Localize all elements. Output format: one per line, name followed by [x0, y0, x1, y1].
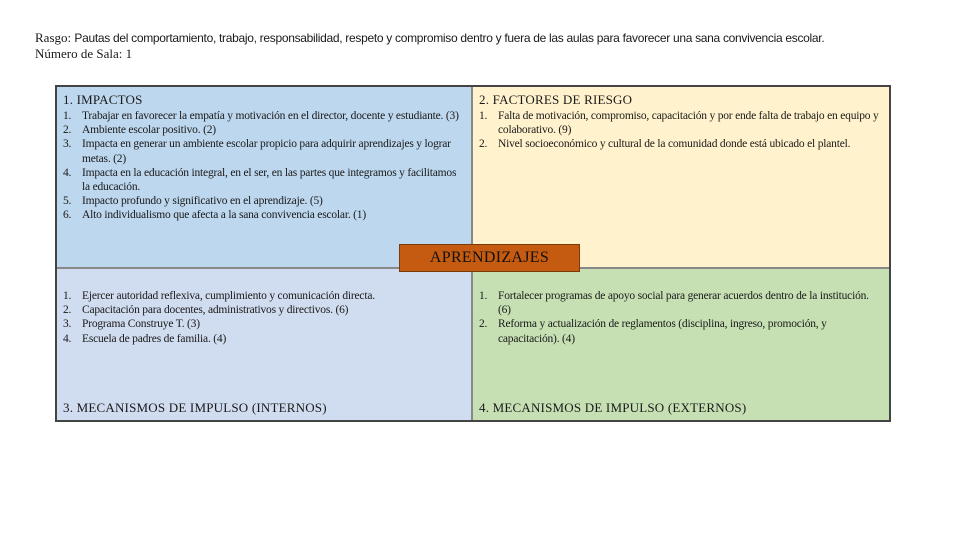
list-item	[63, 109, 463, 123]
list-item-number: 3.	[63, 318, 72, 331]
list-item	[479, 289, 881, 317]
quadrant-title: 1. IMPACTOS	[63, 92, 143, 107]
quadrant-title: 3. MECANISMOS DE IMPULSO (INTERNOS)	[63, 400, 327, 415]
list-item-text: Alto individualismo que afecta a la sana convivencia escolar. (1)	[82, 209, 366, 222]
list-item-number: 1.	[63, 290, 72, 302]
list-item	[63, 317, 463, 331]
list-item-number: 1.	[63, 110, 72, 122]
list-item-text: Programa Construye T. (3)	[82, 318, 200, 331]
list-item	[479, 137, 881, 151]
list-item	[63, 289, 463, 303]
list-item	[63, 137, 463, 165]
center-badge-aprendizajes: APRENDIZAJES	[399, 244, 580, 272]
list-item-text: Capacitación para docentes, administrativos y directivos. (6)	[82, 304, 349, 317]
list-item-text: Trabajar en favorecer la empatía y motivación en el director, docente y estudiante. (3)	[82, 110, 459, 122]
quadrant-title: 2. FACTORES DE RIESGO	[479, 92, 633, 107]
list-item-text: Impacta en generar un ambiente escolar propicio para adquirir aprendizajes y lograr metas. (2)	[82, 138, 451, 165]
list-item-text: Impacto profundo y significativo en el aprendizaje. (5)	[82, 195, 323, 208]
quadrant-internos	[57, 267, 473, 420]
list-item-text: Falta de motivación, compromiso, capacitación y por ende falta de trabajo en equipo y colaborativo. (9)	[498, 110, 879, 137]
quadrant-list	[63, 109, 463, 223]
list-item	[479, 109, 881, 137]
quadrant-list	[479, 109, 881, 152]
list-item-text: Ambiente escolar positivo. (2)	[82, 124, 216, 137]
list-item-number: 1.	[479, 290, 488, 302]
list-item-number: 3.	[63, 138, 72, 151]
quadrant-list	[63, 289, 463, 346]
list-item-number: 2.	[63, 124, 72, 137]
list-item-text: Fortalecer programas de apoyo social para generar acuerdos dentro de la institución. (6)	[498, 290, 869, 317]
list-item	[63, 332, 463, 346]
list-item-number: 6.	[63, 209, 72, 222]
quadrant-factores	[473, 87, 889, 267]
quadrant-list	[479, 289, 881, 346]
list-item-text: Escuela de padres de familia. (4)	[82, 332, 227, 345]
quadrant-impactos	[57, 87, 473, 267]
list-item-text: Nivel socioeconómico y cultural de la comunidad donde está ubicado el plantel.	[498, 138, 851, 151]
list-item-number: 2.	[63, 304, 72, 317]
list-item-number: 4.	[63, 332, 72, 345]
list-item	[63, 166, 463, 194]
list-item	[63, 303, 463, 317]
rasgo-label: Rasgo:	[35, 30, 72, 45]
list-item-text: Impacta en la educación integral, en el ser, en las partes que integramos y facilitamos la educación.	[82, 166, 457, 194]
list-item-number: 5.	[63, 195, 72, 208]
list-item-number: 4.	[63, 166, 72, 179]
sala-label: Número de Sala:	[35, 46, 123, 61]
rasgo-line	[35, 30, 935, 46]
sala-line	[35, 46, 935, 61]
quadrant-externos	[473, 267, 889, 420]
quadrant-title: 4. MECANISMOS DE IMPULSO (EXTERNOS)	[479, 400, 747, 415]
list-item-number: 1.	[479, 110, 488, 122]
list-item	[479, 317, 881, 345]
list-item	[63, 123, 463, 137]
list-item-text: Ejercer autoridad reflexiva, cumplimiento y comunicación directa.	[82, 290, 375, 302]
list-item	[63, 208, 463, 222]
list-item-number: 2.	[479, 138, 488, 151]
list-item-number: 2.	[479, 318, 488, 331]
list-item	[63, 194, 463, 208]
rasgo-value: Pautas del comportamiento, trabajo, responsabilidad, respeto y compromiso dentro y fuera de las aulas para favorecer una sana convivencia escolar.	[74, 31, 825, 45]
list-item-text: Reforma y actualización de reglamentos (disciplina, ingreso, promoción, y capacitación). (4)	[498, 318, 827, 345]
sala-value: 1	[125, 46, 133, 61]
page-header	[35, 30, 935, 61]
